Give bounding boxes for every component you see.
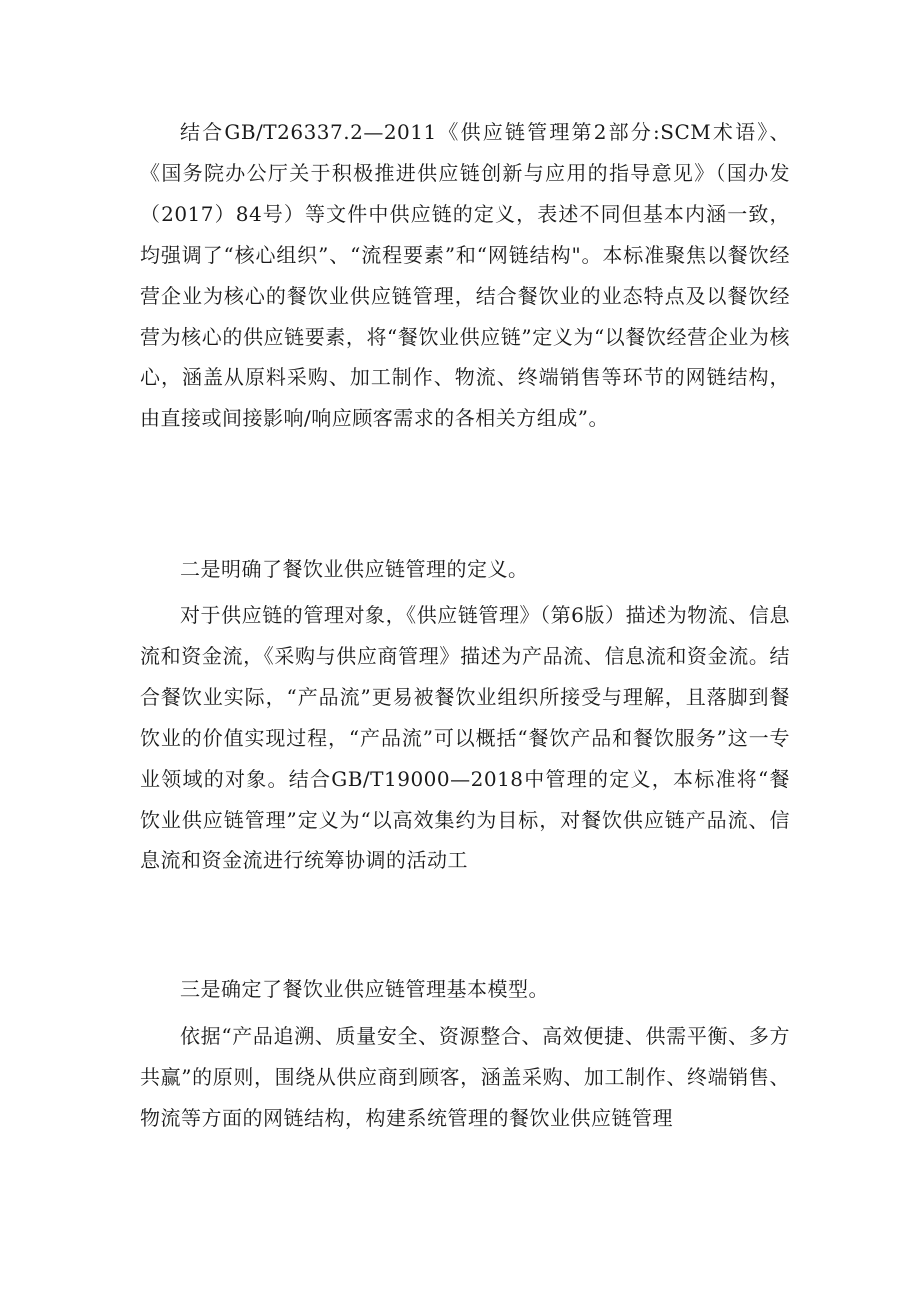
paragraph-supply-chain-definition: 结合GB/T26337.2—2011《供应链管理第2部分:SCM术语》、《国务院办公厅关于积极推进供应链创新与应用的指导意见》（国办发（2017）84号）等文件中供应链的定义，表述不同但基本内涵一致，均强调了“核心组织”、“流程要素”和“网链结构"。本标准聚焦以餐饮经营企业为核心的餐饮业供应链管理，结合餐饮业的业态特点及以餐饮经营为核心的供应链要素，将“餐饮业供应链”定义为“以餐饮经营企业为核心，涵盖从原料采购、加工制作、物流、终端销售等环节的网链结构，由直接或间接影响/响应顾客需求的各相关方组成”。 <box>140 120 790 431</box>
paragraph-model-principles: 依据“产品追溯、质量安全、资源整合、高效便捷、供需平衡、多方共赢”的原则，围绕从供应商到顾客，涵盖采购、加工制作、终端销售、物流等方面的网链结构，构建系统管理的餐饮业供应链管理 <box>140 1024 790 1130</box>
paragraph-management-objects: 对于供应链的管理对象，《供应链管理》（第6版）描述为物流、信息流和资金流，《采购与供应商管理》描述为产品流、信息流和资金流。结合餐饮业实际，“产品流”更易被餐饮业组织所接受与理解，且落脚到餐饮业的价值实现过程，“产品流”可以概括“餐饮产品和餐饮服务”这一专业领域的对象。结合GB/T19000—2018中管理的定义，本标准将“餐饮业供应链管理”定义为“以高效集约为目标，对餐饮供应链产品流、信息流和资金流进行统筹协调的活动工 <box>140 603 790 873</box>
paragraph-heading-management-definition: 二是明确了餐饮业供应链管理的定义。 <box>180 557 529 581</box>
paragraph-heading-basic-model: 三是确定了餐饮业供应链管理基本模型。 <box>180 977 549 1001</box>
